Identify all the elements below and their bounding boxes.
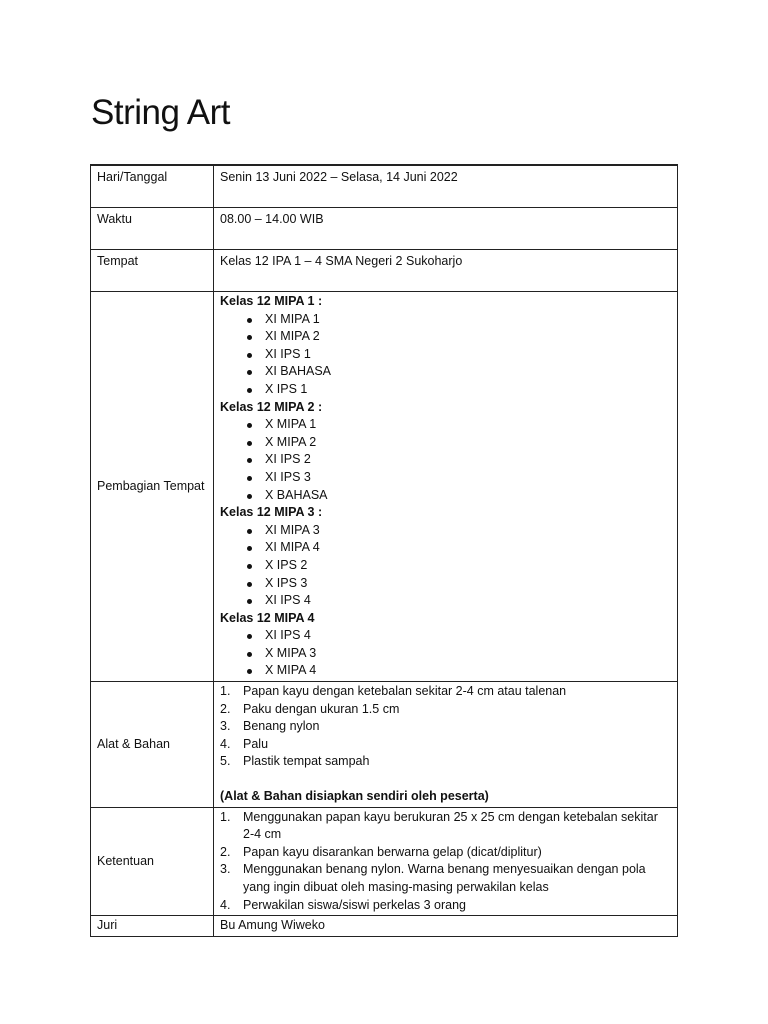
value-tempat: Kelas 12 IPA 1 – 4 SMA Negeri 2 Sukoharjo <box>214 250 678 292</box>
item-text: Papan kayu dengan ketebalan sekitar 2-4 cm atau talenan <box>243 684 567 699</box>
list-item <box>220 701 671 719</box>
item-number: 5. <box>220 754 231 769</box>
item-number: 3. <box>220 862 231 877</box>
item-number: 1. <box>220 809 231 824</box>
label-tempat: Tempat <box>91 250 214 292</box>
list-item <box>220 809 671 844</box>
list-item: XI IPS 3 <box>220 469 671 487</box>
label-waktu: Waktu <box>91 208 214 250</box>
item-number: 4. <box>220 897 231 912</box>
value-alat <box>214 682 678 808</box>
page-title: String Art <box>91 93 230 132</box>
list-item: XI BAHASA <box>220 363 671 381</box>
list-item <box>220 683 671 701</box>
label-pembagian: Pembagian Tempat <box>91 292 214 682</box>
value-hari: Senin 13 Juni 2022 – Selasa, 14 Juni 2022 <box>214 165 678 208</box>
class-list <box>220 522 671 610</box>
group-title: Kelas 12 MIPA 3 : <box>220 505 323 520</box>
class-list <box>220 627 671 680</box>
item-number: 2. <box>220 701 231 716</box>
group-mipa-4 <box>220 610 671 680</box>
table-row-juri <box>91 916 678 937</box>
table-row-alat <box>91 682 678 808</box>
item-number: 3. <box>220 719 231 734</box>
value-pembagian <box>214 292 678 682</box>
item-text: Menggunakan benang nylon. Warna benang menyesuaikan dengan pola yang ingin dibuat oleh masing-masing perwakilan kelas <box>243 862 646 894</box>
list-item: XI IPS 4 <box>220 592 671 610</box>
group-mipa-1 <box>220 293 671 399</box>
item-text: Plastik tempat sampah <box>243 754 370 769</box>
list-item <box>220 736 671 754</box>
group-title: Kelas 12 MIPA 1 : <box>220 294 323 308</box>
list-item <box>220 861 671 896</box>
tools-list <box>220 683 671 771</box>
value-juri: Bu Amung Wiweko <box>214 916 678 937</box>
list-item: X MIPA 4 <box>220 662 671 680</box>
group-mipa-2 <box>220 399 671 505</box>
group-title: Kelas 12 MIPA 2 : <box>220 399 323 414</box>
list-item <box>220 753 671 771</box>
class-list <box>220 311 671 399</box>
list-item: X IPS 2 <box>220 557 671 575</box>
value-waktu: 08.00 – 14.00 WIB <box>214 208 678 250</box>
list-item: XI IPS 2 <box>220 451 671 469</box>
value-ketentuan <box>214 807 678 916</box>
table-row-ketentuan <box>91 807 678 916</box>
list-item: XI MIPA 4 <box>220 539 671 557</box>
list-item: X BAHASA <box>220 487 671 505</box>
item-number: 4. <box>220 736 231 751</box>
item-text: Paku dengan ukuran 1.5 cm <box>243 701 400 716</box>
list-item: XI IPS 4 <box>220 627 671 645</box>
event-info-table <box>90 164 678 937</box>
list-item: X MIPA 1 <box>220 416 671 434</box>
list-item: X MIPA 3 <box>220 645 671 663</box>
table-row-hari <box>91 165 678 208</box>
rules-list <box>220 809 671 915</box>
label-juri: Juri <box>91 916 214 937</box>
table-row-pembagian <box>91 292 678 682</box>
list-item: XI MIPA 2 <box>220 328 671 346</box>
list-item <box>220 844 671 862</box>
list-item: XI MIPA 1 <box>220 311 671 329</box>
item-number: 1. <box>220 684 231 699</box>
list-item: X IPS 3 <box>220 575 671 593</box>
item-number: 2. <box>220 844 231 859</box>
list-item <box>220 897 671 915</box>
group-title: Kelas 12 MIPA 4 <box>220 610 315 625</box>
label-ketentuan: Ketentuan <box>91 807 214 916</box>
list-item: X MIPA 2 <box>220 434 671 452</box>
list-item <box>220 718 671 736</box>
group-mipa-3 <box>220 504 671 610</box>
item-text: Perwakilan siswa/siswi perkelas 3 orang <box>243 897 467 912</box>
item-text: Palu <box>243 736 269 751</box>
item-text: Papan kayu disarankan berwarna gelap (dicat/diplitur) <box>243 844 542 859</box>
table-row-waktu <box>91 208 678 250</box>
list-item: X IPS 1 <box>220 381 671 399</box>
table-row-tempat <box>91 250 678 292</box>
list-item: XI MIPA 3 <box>220 522 671 540</box>
item-text: Menggunakan papan kayu berukuran 25 x 25 cm dengan ketebalan sekitar 2-4 cm <box>243 809 658 842</box>
item-text: Benang nylon <box>243 719 320 734</box>
label-alat: Alat & Bahan <box>91 682 214 808</box>
label-hari: Hari/Tanggal <box>91 165 214 208</box>
tools-note: (Alat & Bahan disiapkan sendiri oleh peserta) <box>220 789 489 804</box>
class-list <box>220 416 671 504</box>
list-item: XI IPS 1 <box>220 346 671 364</box>
